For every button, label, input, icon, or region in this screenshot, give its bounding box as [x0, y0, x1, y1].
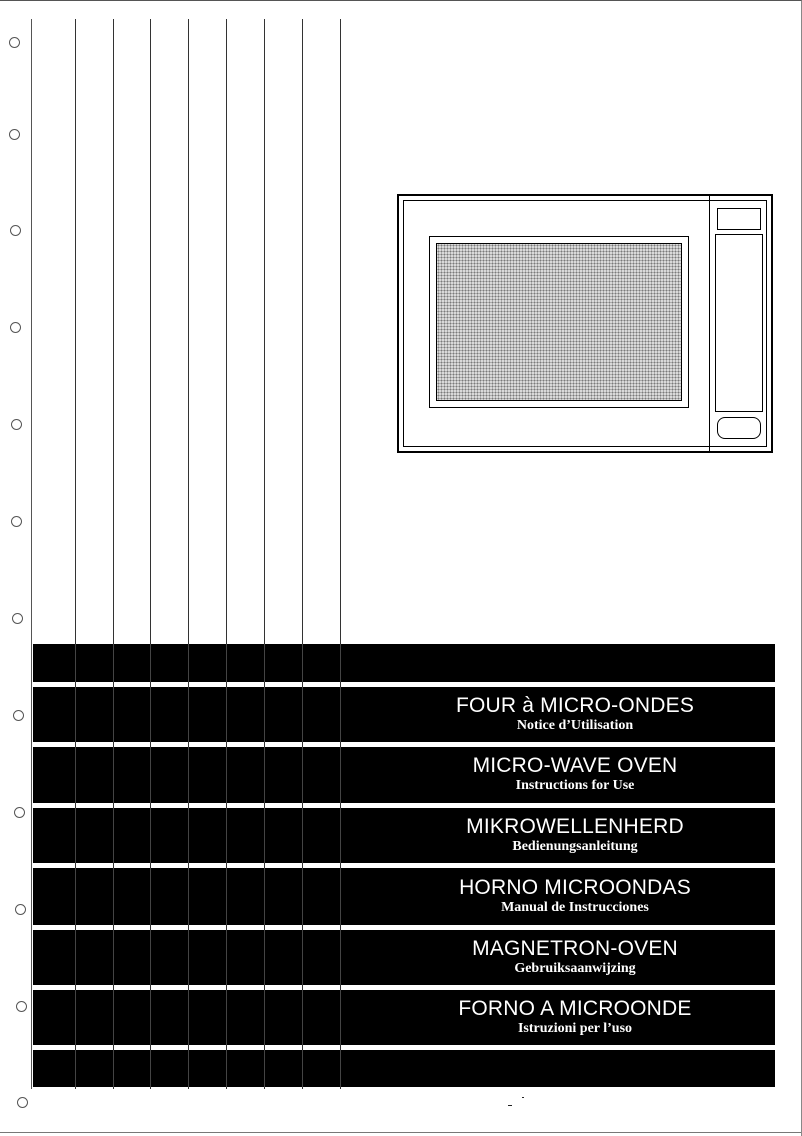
blank-band — [33, 1050, 775, 1087]
page-edge — [0, 1132, 801, 1133]
control-panel — [715, 234, 763, 412]
language-band-fr — [33, 687, 775, 742]
divider-line — [188, 19, 189, 1089]
language-band-es — [33, 868, 775, 925]
divider-line — [75, 19, 76, 1089]
divider-line — [264, 19, 265, 1089]
section-subtitle: Notice d’Utilisation — [516, 717, 634, 733]
section-title: FOUR à MICRO-ONDES — [455, 693, 695, 717]
binder-hole-icon — [9, 129, 20, 140]
binder-hole-icon — [17, 1097, 28, 1108]
section-subtitle: Istruzioni per l’uso — [517, 1020, 633, 1036]
binder-hole-icon — [10, 322, 21, 333]
section-subtitle: Gebruiksaanwijzing — [514, 960, 636, 976]
divider-line — [302, 19, 303, 1089]
binder-hole-icon — [9, 37, 20, 48]
language-band-en — [33, 747, 775, 803]
oven-door — [429, 236, 689, 408]
divider-line — [113, 19, 114, 1089]
scan-speck — [522, 1097, 524, 1098]
oven-display — [717, 208, 761, 230]
binder-hole-icon — [14, 807, 25, 818]
divider-line — [150, 19, 151, 1089]
binder-hole-icon — [16, 1001, 27, 1012]
binder-hole-icon — [11, 419, 22, 430]
language-band-nl — [33, 930, 775, 985]
section-subtitle: Instructions for Use — [515, 778, 635, 793]
divider-line — [340, 19, 341, 1089]
section-subtitle: Manual de Instrucciones — [501, 899, 649, 915]
binder-hole-icon — [15, 904, 26, 915]
language-band-de — [33, 808, 775, 863]
section-title: MAGNETRON-OVEN — [472, 936, 678, 960]
language-band-it — [33, 990, 775, 1045]
scan-speck — [508, 1105, 512, 1106]
binder-hole-icon — [10, 225, 21, 236]
divider-line — [226, 19, 227, 1089]
section-title: MIKROWELLENHERD — [466, 814, 684, 838]
section-title: FORNO A MICROONDE — [458, 996, 692, 1020]
section-subtitle: Bedienungsanleitung — [512, 838, 638, 854]
section-title: HORNO MICROONDAS — [459, 875, 691, 899]
blank-band — [33, 644, 775, 682]
margin-line — [31, 19, 32, 1089]
binder-hole-icon — [11, 516, 22, 527]
binder-hole-icon — [12, 613, 23, 624]
section-title: MICRO-WAVE OVEN — [472, 754, 678, 777]
binder-hole-icon — [13, 710, 24, 721]
microwave-oven-icon — [397, 194, 773, 453]
oven-window — [436, 243, 682, 401]
panel-divider — [709, 196, 710, 451]
door-release-button — [717, 417, 761, 439]
